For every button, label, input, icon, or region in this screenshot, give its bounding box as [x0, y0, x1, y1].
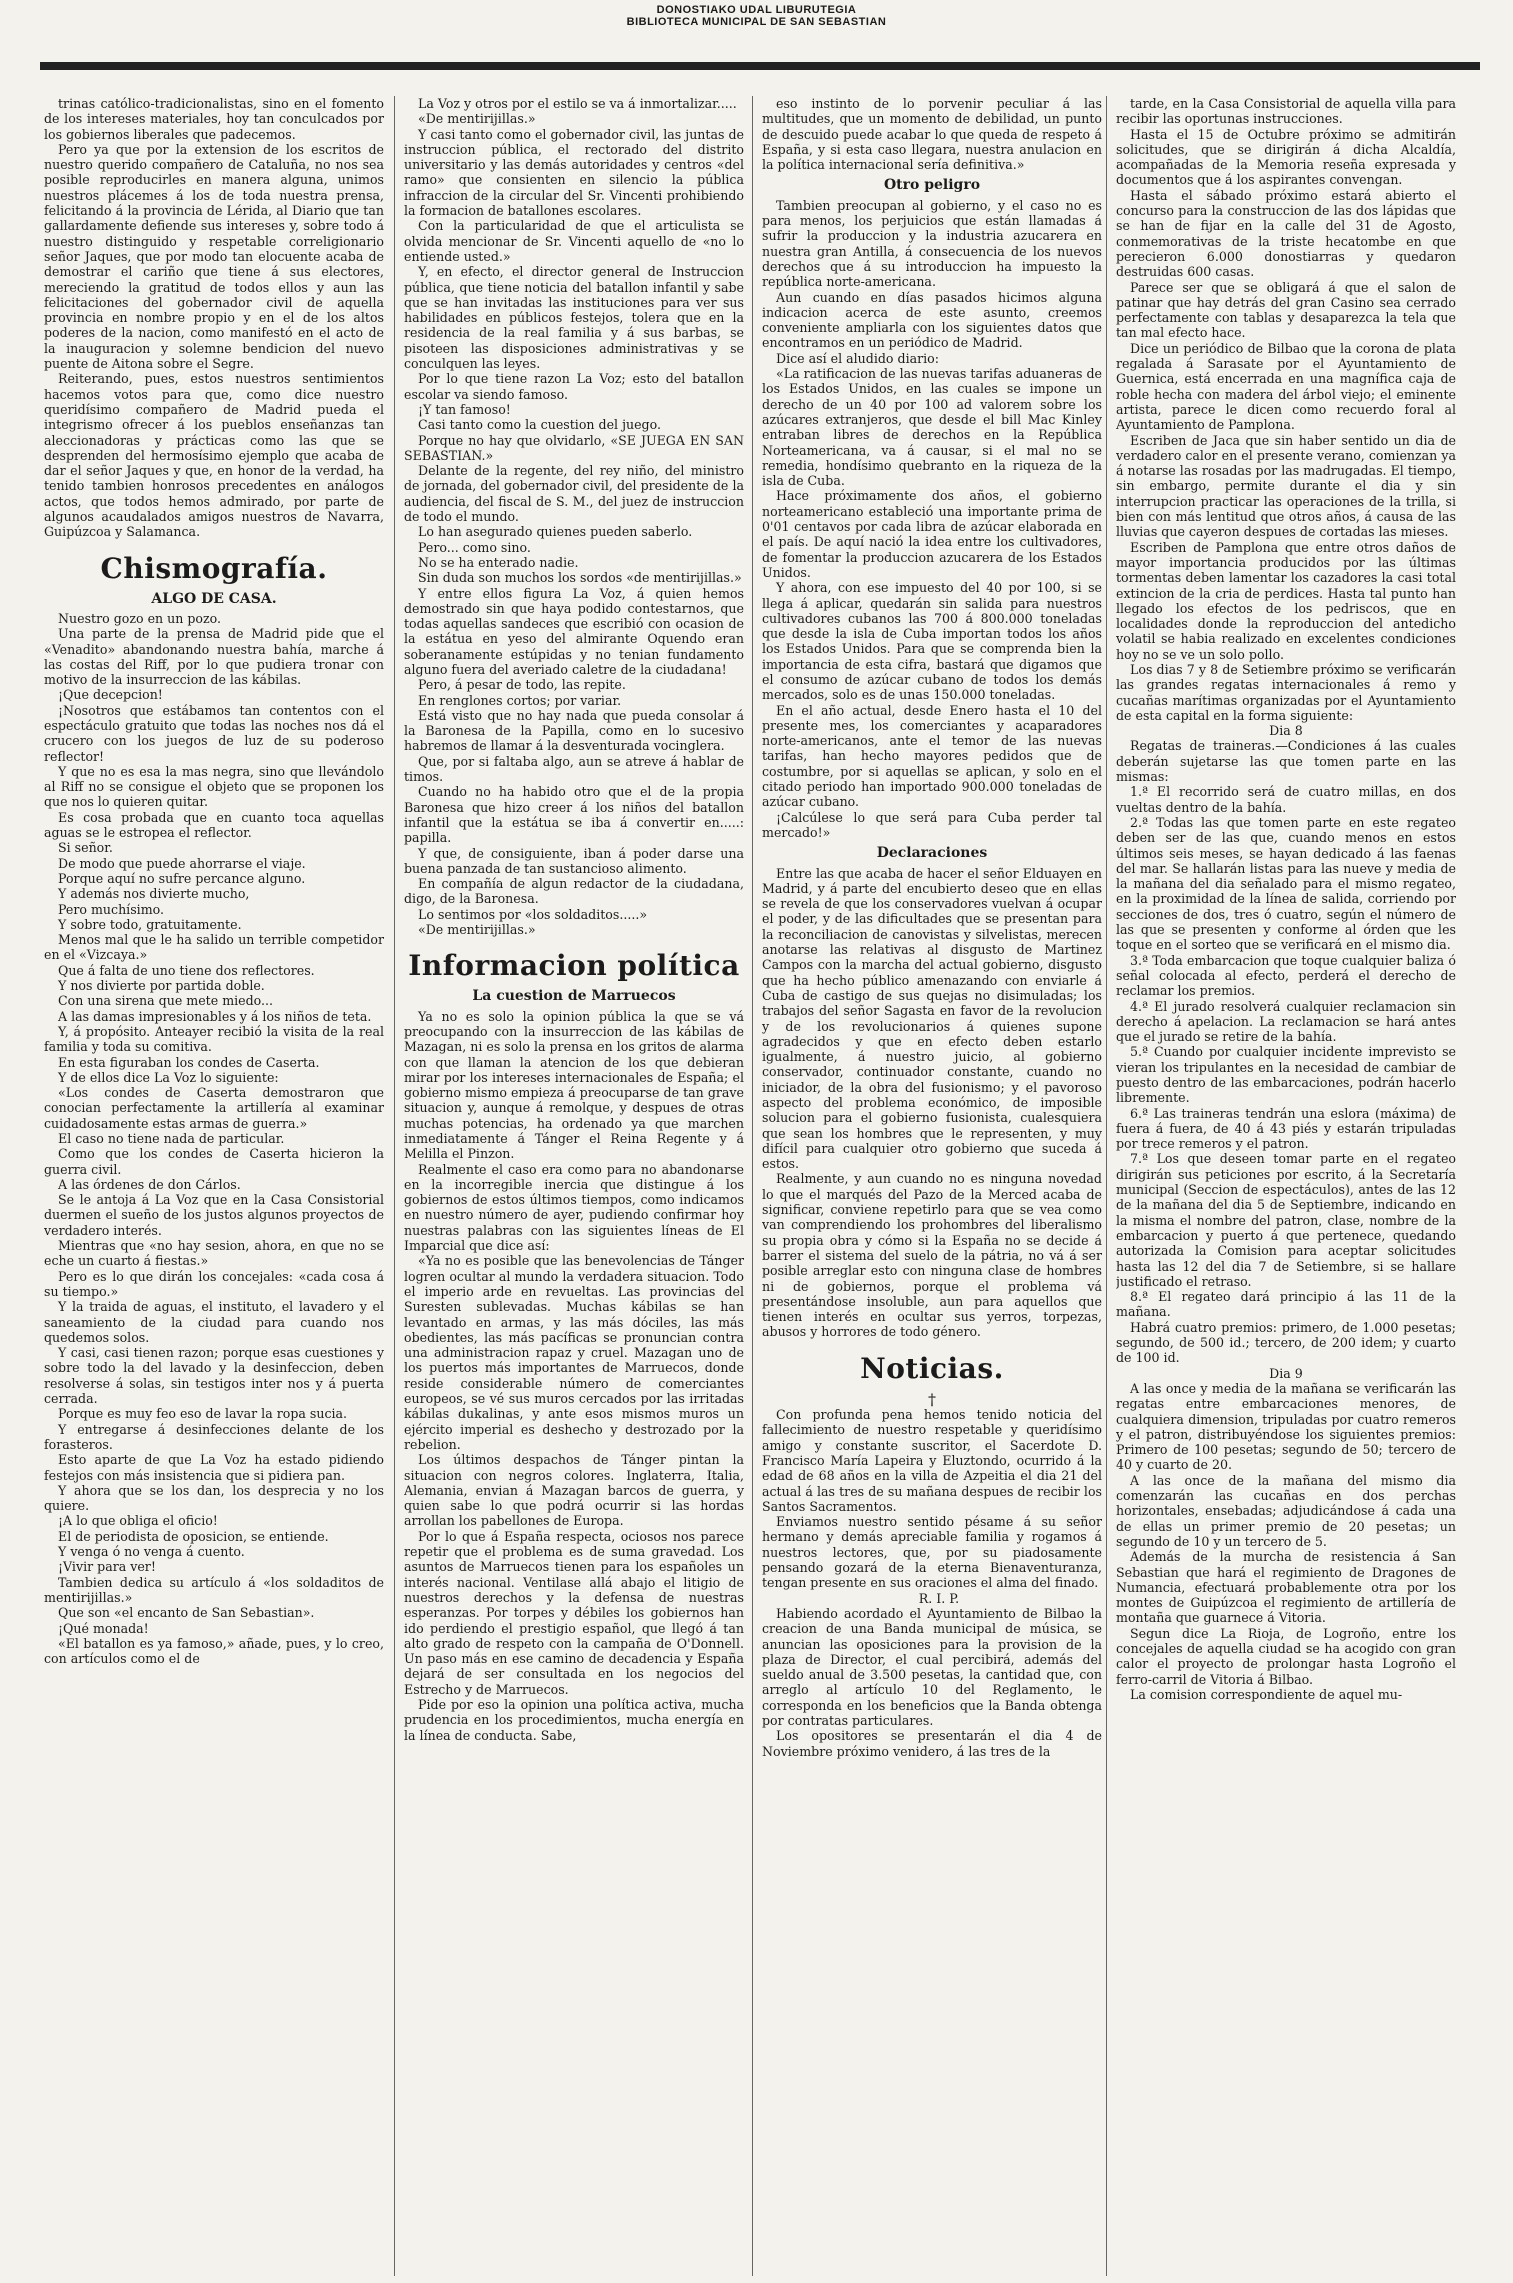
paragraph: Dia 8: [1269, 723, 1303, 739]
paragraph: Menos mal que le ha salido un terrible competidor en el «Vizcaya.»: [44, 932, 384, 963]
paragraph: ¡Y tan famoso!: [418, 401, 511, 417]
paragraph: Y que no es esa la mas negra, sino que llevándolo al Riff no se consigue el objeto que se proponen los que nos lo quieren quitar.: [44, 763, 384, 810]
paragraph: Entre las que acaba de hacer el señor Elduayen en Madrid, y á parte del encubierto deseo que en ellas se revela de que los conservadores vuelvan á ocupar el poder, y de las dificultades que se presentan para la reconciliacion de canovistas y silvelistas, merecen anotarse las relativas al disgusto de Martinez Campos con la marcha del actual gobierno, disgusto que ha hecho público amenazando con enviarle á Cuba de castigo de sus quejas no disimuladas; los trabajos del señor Sagasta en favor de la revolucion y de los revolucionarios á quienes supone agradecidos y que en efecto deben estarlo igualmente, á nuestro juicio, al gobierno conservador, continuador constante, cuando no iniciador, de la obra del fusionismo; y el pavoroso aspecto del problema económico, de imposible solucion para el gobierno fusionista, cualesquiera que sean los hombres que le representen, y muy difícil para cualquier otro gobierno que suceda á estos.: [762, 865, 1102, 1172]
banner-line-2: BIBLIOTECA MUNICIPAL DE SAN SEBASTIAN: [626, 16, 887, 28]
paragraph: En compañía de algun redactor de la ciudadana, digo, de la Baronesa.: [404, 876, 744, 907]
paragraph: Tambien preocupan al gobierno, y el caso no es para menos, los perjuicios que están llamadas á sufrir la produccion y la industria azucarera en nuestra gran Antilla, á consecuencia de los nuevos derechos que á su introduccion ha impuesto la república norte-americana.: [762, 197, 1102, 290]
library-banner: [0, 4, 1513, 28]
paragraph: «La ratificacion de las nuevas tarifas aduaneras de los Estados Unidos, en las cuales se impone un derecho de un 40 por 100 ad valorem sobre los azúcares extranjeros, que desde el bill Mac Kinley entraban libres de derechos en la República Norteamericana, va á causar, si el mal no se remedia, hondísimo quebranto en la riqueza de la isla de Cuba.: [762, 366, 1102, 489]
paragraph: R. I. P.: [918, 1590, 960, 1606]
paragraph: Y casi, casi tienen razon; porque esas cuestiones y sobre todo la del lavado y la desinfeccion, deben resolverse á solas, sin testigos inter nos y á puerta cerrada.: [44, 1345, 384, 1407]
paragraph: «De mentirijillas.»: [418, 111, 536, 127]
column-divider: [1106, 96, 1107, 2276]
paragraph: «Ya no es posible que las benevolencias de Tánger logren ocultar al mundo la verdadera situacion. Todo el imperio arde en revueltas. Las provincias del Suresten sublevadas. Muchas kábilas se han levantado en armas, y las más dóciles, las más obedientes, las más pacíficas se pronuncian contra una administracion rapaz y cruel. Mazagan uno de los puertos más importantes de Marruecos, donde reside considerable número de comerciantes europeos, se vé sus muros cercados por las irritadas kábilas dukalinas, y ante esos mismos muros un ejército imperial es deshecho y destrozado por la rebelion.: [404, 1253, 744, 1452]
paragraph: Porque aquí no sufre percance alguno.: [58, 870, 306, 886]
subheading: La cuestion de Marruecos: [472, 988, 676, 1005]
paragraph: Además de la murcha de resistencia á San Sebastian que hará el regimiento de Dragones de Numancia, efectuará probablemente otra por los montes de Guipúzcoa el regimiento de artillería de montaña que guarnece á Vitoria.: [1116, 1549, 1456, 1626]
paragraph: Pero... como sino.: [418, 539, 531, 555]
paragraph: 4.ª El jurado resolverá cualquier reclamacion sin derecho á apelacion. La reclamacion se hará antes que el jurado se retire de la bahía.: [1116, 998, 1456, 1045]
column-divider: [752, 96, 753, 2276]
paragraph: Pero muchísimo.: [58, 901, 165, 917]
column-1: [44, 96, 384, 2276]
paragraph: Pero, á pesar de todo, las repite.: [418, 677, 626, 693]
paragraph: Que á falta de uno tiene dos reflectores.: [58, 962, 315, 978]
paragraph: ¡Calcúlese lo que será para Cuba perder tal mercado!»: [762, 809, 1102, 840]
paragraph: Pide por eso la opinion una política activa, mucha prudencia en los procedimientos, mucha energía en la línea de conducta. Sabe,: [404, 1696, 744, 1743]
paragraph: Nuestro gozo en un pozo.: [58, 610, 222, 626]
paragraph: Regatas de traineras.—Condiciones á las cuales deberán sujetarse las que tomen parte en las mismas:: [1116, 738, 1456, 785]
paragraph: Por lo que á España respecta, ociosos nos parece repetir que el problema es de suma gravedad. Los asuntos de Marruecos tienen para los españoles un interés nacional. Ventilase allá abajo el litigio de nuestros derechos y la defensa de nuestras esperanzas. Por torpes y débiles los gobiernos han ido perdiendo el prestigio español, que llegó á tan alto grado de respeto con la campaña de O'Donnell. Un paso más en ese camino de decadencia y España dejará de ser consultada en los negocios del Estrecho y de Marruecos.: [404, 1528, 744, 1697]
paragraph: Y entre ellos figura La Voz, á quien hemos demostrado sin que haya podido contestarnos, que todas aquellas sandeces que escribió con ocasion de la estátua en yeso del almirante Oquendo eran soberanamente estúpidas y no tenian fundamento alguno fuera del averiado caletre de la ciudadana!: [404, 585, 744, 677]
paragraph: 6.ª Las traineras tendrán una eslora (máxima) de fuera á fuera, de 40 á 43 piés y estarán tripuladas por trece remeros y el patron.: [1116, 1105, 1456, 1152]
paragraph: ¡Que decepcion!: [58, 687, 163, 703]
paragraph: El de periodista de oposicion, se entiende.: [58, 1528, 329, 1544]
subheading: Otro peligro: [883, 177, 981, 194]
paragraph: Que, por si faltaba algo, aun se atreve á hablar de timos.: [404, 753, 744, 785]
paragraph: trinas católico-tradicionalistas, sino en el fomento de los intereses materiales, hoy tan conculcados por los gobiernos liberales que padecemos.: [44, 96, 384, 142]
paragraph: Habiendo acordado el Ayuntamiento de Bilbao la creacion de una Banda municipal de música, se anuncian las oposiciones para la provision de la plaza de Director, el cual percibirá, además del sueldo anual de 3.500 pesetas, la cantidad que, con arreglo al artículo 10 del Reglamento, le corresponda en los beneficios que la Banda obtenga por contratas particulares.: [762, 1605, 1102, 1728]
paragraph: eso instinto de lo porvenir peculiar á las multitudes, que un momento de debilidad, un punto de descuido puede acabar lo que queda de respeto á España, y si esta caso llegara, nuestra anulacion en la política internacional sería definitiva.»: [762, 96, 1102, 173]
paragraph: Con la particularidad de que el articulista se olvida mencionar de Sr. Vincenti aquello de «no lo entiende usted.»: [404, 218, 744, 264]
paragraph: Tambien dedica su artículo á «los soldaditos de mentirijillas.»: [44, 1574, 384, 1605]
paragraph: Ya no es solo la opinion pública la que se vá preocupando con la insurreccion de las kábilas de Mazagan, ni es solo la prensa en los gritos de alarma con que llaman la atencion de los que debieran mirar por los intereses internacionales de España; el gobierno mismo empieza á preocuparse de tan grave situacion y, aunque á remolque, y despues de otras muchas potencias, ha ordenado ya que marchen inmediatamente á Tánger el Reina Regente y á Melilla el Pinzon.: [404, 1008, 744, 1162]
obituary-cross: †: [928, 1389, 936, 1409]
paragraph: 2.ª Todas las que tomen parte en este regateo deben ser de las que, cuando menos en estos últimos seis meses, se hayan dedicado á las faenas del mar. Se hallarán listas para las nueve y media de la mañana del dia señalado para el mismo regateo, en la proximidad de la línea de salida, corriendo por secciones de dos, tres ó cuatro, según el número de las que se presenten y conforme al órden que les toque en el sorteo que se verificará en el mismo dia.: [1116, 814, 1456, 953]
paragraph: Con una sirena que mete miedo...: [58, 993, 274, 1009]
paragraph: Habrá cuatro premios: primero, de 1.000 pesetas; segundo, de 500 id.; tercero, de 200 idem; y cuarto de 100 id.: [1116, 1319, 1456, 1366]
paragraph: Si señor.: [58, 840, 113, 856]
paragraph: Escriben de Jaca que sin haber sentido un dia de verdadero calor en el presente verano, comienzan ya á notarse las rosadas por las madrugadas. El tiempo, sin embargo, permite durante el dia y sin interrupcion practicar las operaciones de la trilla, si bien con más lentitud que otros años, á causa de las lluvias que cayeron despues de cortadas las mieses.: [1116, 432, 1456, 540]
paragraph: «De mentirijillas.»: [418, 922, 536, 938]
paragraph: La comision correspondiente de aquel mu-: [1130, 1686, 1403, 1702]
paragraph: Como que los condes de Caserta hicieron la guerra civil.: [44, 1146, 384, 1177]
paragraph: En esta figuraban los condes de Caserta.: [58, 1054, 320, 1070]
paragraph: Con profunda pena hemos tenido noticia del fallecimiento de nuestro respetable y queridísimo amigo y constante suscritor, el Sacerdote D. Francisco María Lapeira y Eluztondo, ocurrido á la edad de 68 años en la villa de Azpeitia el dia 21 del actual á las tres de su mañana despues de recibir los Santos Sacramentos.: [762, 1407, 1102, 1514]
paragraph: Por lo que tiene razon La Voz; esto del batallon escolar va siendo famoso.: [404, 371, 744, 402]
paragraph: Cuando no ha habido otro que el de la propia Baronesa que hizo creer á los niños del batallon infantil que la estátua se iba á convertir en.....: papilla.: [404, 784, 744, 846]
paragraph: Es cosa probada que en cuanto toca aquellas aguas se le estropea el reflector.: [44, 809, 384, 841]
paragraph: Los últimos despachos de Tánger pintan la situacion con negros colores. Inglaterra, Italia, Alemania, envian á Mazagan barcos de guerra, y quien sabe lo que podrá ocurrir si las hordas arrollan los pabellones de Europa.: [404, 1452, 744, 1529]
paragraph: Hasta el sábado próximo estará abierto el concurso para la construccion de las dos lápidas que se han de fijar en la calle del 31 de Agosto, conmemorativas de la triste hecatombe en que perecieron 6.000 donostiarras y quedaron destruidas 600 casas.: [1116, 187, 1456, 280]
paragraph: Realmente el caso era como para no abandonarse en la incorregible inercia que distingue á los gobiernos de estos últimos tiempos, como indicamos en nuestro número de ayer, pudiendo confirmar hoy nuestras palabras con las siguientes líneas de El Imparcial que dice así:: [404, 1161, 744, 1254]
paragraph: Escriben de Pamplona que entre otros daños de mayor importancia producidos por las últimas tormentas deben lamentar los cazadores la casi total extincion de la cria de perdices. Hasta tal punto han llegado los efectos de los pedriscos, que en localidades donde la reproduccion del antedicho volatil se habia realizado en excelentes condiciones hoy no se ve un solo pollo.: [1116, 539, 1456, 662]
paragraph: Segun dice La Rioja, de Logroño, entre los concejales de aquella ciudad se ha acogido con gran calor el proyecto de prolongar hasta Logroño el ferro-carril de Vitoria á Bilbao.: [1116, 1625, 1456, 1687]
paragraph: 5.ª Cuando por cualquier incidente imprevisto se vieran los tripulantes en la necesidad de cambiar de puesto dentro de las embarcaciones, podrán hacerlo libremente.: [1116, 1044, 1456, 1106]
paragraph: Y que, de consiguiente, iban á poder darse una buena panzada de tan sustancioso alimento.: [404, 845, 744, 876]
paragraph: Se le antoja á La Voz que en la Casa Consistorial duermen el sueño de los justos algunos proyectos de verdadero interés.: [44, 1192, 384, 1238]
paragraph: Pero ya que por la extension de los escritos de nuestro querido compañero de Cataluña, no nos sea posible reproducirles en manera alguna, unimos nuestros plácemes á los de toda nuestra prensa, felicitando á la provincia de Lérida, al Diario que tan gallardamente defiende sus intereses y, sobre todo á nuestro distinguido y respetable correligionario señor Jaques, que por modo tan elocuente acaba de demostrar el cariño que tiene á sus electores, mereciendo la gratitud de todos ellos y aun las felicitaciones del gobernador civil de aquella provincia en nombre propio y en el de los altos poderes de la nacion, como manifestó en el acto de la inauguracion y solemne bendicion del nuevo puente de Aitona sobre el Segre.: [44, 141, 384, 372]
paragraph: Los dias 7 y 8 de Setiembre próximo se verificarán las grandes regatas internacionales á remo y cucañas marítimas organizadas por el Ayuntamiento de esta capital en la forma siguiente:: [1116, 661, 1456, 723]
paragraph: De modo que puede ahorrarse el viaje.: [58, 855, 306, 871]
paragraph: Sin duda son muchos los sordos «de mentirijillas.»: [418, 570, 742, 586]
paragraph: En el año actual, desde Enero hasta el 10 del presente mes, los comerciantes y acaparadores norte-americanos, ante el temor de las nuevas tarifas, han hecho mayores pedidos que de costumbre, por si aquellas se aplican, y solo en el citado periodo han importado 900.000 toneladas de azúcar cubano.: [762, 702, 1102, 810]
paragraph: Y sobre todo, gratuitamente.: [58, 916, 242, 932]
paragraph: ¡A lo que obliga el oficio!: [58, 1513, 218, 1529]
paragraph: Y casi tanto como el gobernador civil, las juntas de instruccion pública, el rectorado del distrito universitario y las demás autoridades y centros «del ramo» que consienten en silencio la pública infraccion de la circular del Sr. Vincenti prohibiendo la formacion de batallones escolares.: [404, 126, 744, 219]
paragraph: tarde, en la Casa Consistorial de aquella villa para recibir las oportunas instrucciones.: [1116, 96, 1456, 127]
column-2: [404, 96, 744, 2276]
paragraph: Dia 9: [1269, 1365, 1303, 1381]
paragraph: Dice un periódico de Bilbao que la corona de plata regalada á Sarasate por el Ayuntamiento de Guernica, está encerrada en una magnífica caja de roble hecha con madera del árbol viejo; el eminente artista, parece le dicen como recuerdo foral al Ayuntamiento de Pamplona.: [1116, 340, 1456, 433]
paragraph: Y entregarse á desinfecciones delante de los forasteros.: [44, 1421, 384, 1452]
paragraph: Y la traida de aguas, el instituto, el lavadero y el saneamiento de la ciudad para cuando nos quedemos solos.: [44, 1299, 384, 1345]
paragraph: Dice así el aludido diario:: [776, 350, 939, 366]
paragraph: Porque no hay que olvidarlo, «SE JUEGA EN SAN SEBASTIAN.»: [404, 432, 744, 463]
paragraph: A las damas impresionables y á los niños de teta.: [58, 1008, 372, 1024]
column-divider: [394, 96, 395, 2276]
paragraph: Y además nos divierte mucho,: [58, 886, 250, 902]
section-title-noticias: Noticias.: [860, 1351, 1004, 1385]
paragraph: Pero es lo que dirán los concejales: «cada cosa á su tiempo.»: [44, 1268, 384, 1299]
paragraph: El caso no tiene nada de particular.: [58, 1131, 285, 1146]
subheading: ALGO DE CASA.: [151, 590, 277, 607]
paragraph: «El batallon es ya famoso,» añade, pues, y lo creo, con artículos como el de: [44, 1635, 384, 1667]
paragraph: Y, en efecto, el director general de Instruccion pública, que tiene noticia del batallon infantil y sabe que se han invitadas las instituciones para ver sus habilidades en públicos festejos, tolera que en la residencia de la real familia y á sus barbas, se pisoteen las disposiciones administrativas y se conculquen las leyes.: [404, 264, 744, 372]
paragraph: 8.ª El regateo dará principio á las 11 de la mañana.: [1116, 1289, 1456, 1320]
paragraph: Y de ellos dice La Voz lo siguiente:: [58, 1069, 279, 1085]
paragraph: A las órdenes de don Cárlos.: [58, 1176, 241, 1192]
paragraph: A las once de la mañana del mismo dia comenzarán las cucañas en dos perchas horizontales, ensebadas; adjudicándose á cada una de ellas un primer premio de 20 pesetas; un segundo de 10 y un tercero de 5.: [1116, 1472, 1456, 1549]
paragraph: Casi tanto como la cuestion del juego.: [418, 417, 661, 433]
paragraph: Delante de la regente, del rey niño, del ministro de jornada, del gobernador civil, del presidente de la audiencia, del fiscal de S. M., del juez de instruccion de todo el mundo.: [404, 463, 744, 525]
paragraph: Y ahora, con ese impuesto del 40 por 100, si se llega á aplicar, quedarán sin salida para nuestros cultivadores cubanos las 700 á 800.000 toneladas que desde la isla de Cuba importan todos los años los Estados Unidos. Para que se comprenda bien la importancia de esta cifra, bastará que digamos que el consumo de azúcar cubano de todos los demás mercados, solo es de unas 150.000 toneladas.: [762, 580, 1102, 703]
paragraph: Lo sentimos por «los soldaditos.....»: [418, 906, 648, 922]
subheading: Declaraciones: [876, 845, 988, 862]
paragraph: En renglones cortos; por variar.: [418, 692, 622, 708]
paragraph: Y venga ó no venga á cuento.: [58, 1544, 245, 1560]
paragraph: Los opositores se presentarán el dia 4 de Noviembre próximo venidero, á las tres de la: [762, 1728, 1102, 1759]
section-title-chismografia: Chismografía.: [100, 551, 328, 585]
paragraph: Parece ser que se obligará á que el salon de patinar que hay detrás del gran Casino sea cerrado perfectamente con tablas y desaparezca la tela que tan mal efecto hace.: [1116, 279, 1456, 341]
paragraph: ¡Vivir para ver!: [58, 1559, 156, 1575]
paragraph: ¡Nosotros que estábamos tan contentos con el espectáculo gratuito que todas las noches nos dá el crucero con los juegos de luz de su poderoso reflector!: [44, 702, 384, 764]
column-3: [762, 96, 1102, 2276]
paragraph: No se ha enterado nadie.: [418, 554, 579, 570]
banner-line-1: DONOSTIAKO UDAL LIBURUTEGIA: [656, 4, 857, 16]
paragraph: Reiterando, pues, estos nuestros sentimientos hacemos votos para que, como dice nuestro queridísimo compañero de Madrid pueda el integrismo ofrecer á los pueblos enseñanzas tan aleccionadoras y prácticas como las que se desprenden del hermosísimo ejemplo que acaba de dar el señor Jaques y que, en honor de la verdad, ha tenido tambien honrosos precedentes en análogos actos, que todos hemos admirado, por parte de algunos acaudalados amigos nuestros de Navarra, Guipúzcoa y Salamanca.: [44, 371, 384, 540]
paragraph: La Voz y otros por el estilo se va á inmortalizar.....: [418, 96, 737, 111]
paragraph: Mientras que «no hay sesion, ahora, en que no se eche un cuarto á fiestas.»: [44, 1238, 384, 1269]
paragraph: Realmente, y aun cuando no es ninguna novedad lo que el marqués del Pazo de la Merced acaba de significar, conviene repetirlo para que se vea como van comprendiendo los prohombres del liberalismo su propia obra y cómo si la España no se decide á barrer el sistema del suelo de la pátria, no vá á ser posible arreglar esto con ninguna clase de hombres ni de gobiernos, porque el problema vá presentándose insoluble, aun para aquellos que tienen interés en ocultar sus yerros, torpezas, abusos y horrores de todo género.: [762, 1171, 1102, 1340]
paragraph: Hace próximamente dos años, el gobierno norteamericano estableció una importante prima de 0'01 centavos por cada libra de azúcar elaborada en el país. De aquí nació la idea entre los cultivadores, de fomentar la produccion azucarera de los Estados Unidos.: [762, 488, 1102, 580]
paragraph: Y ahora que se los dan, los desprecia y no los quiere.: [44, 1482, 384, 1514]
paragraph: ¡Qué monada!: [58, 1620, 149, 1636]
paragraph: Una parte de la prensa de Madrid pide que el «Venadito» abandonando nuestra bahía, marche á las costas del Riff, por lo que pudiera tronar con motivo de la insurreccion de las kábilas.: [44, 626, 384, 688]
paragraph: Lo han asegurado quienes pueden saberlo.: [418, 524, 693, 540]
paragraph: Que son «el encanto de San Sebastian».: [58, 1605, 315, 1621]
paragraph: Y nos divierte por partida doble.: [58, 978, 265, 994]
paragraph: Hasta el 15 de Octubre próximo se admitirán solicitudes, que se dirigirán á dicha Alcaldía, acompañadas de la Memoria reseña expresada y documentos que á los aspirantes convengan.: [1116, 126, 1456, 188]
paragraph: 3.ª Toda embarcacion que toque cualquier baliza ó señal colocada al efecto, perderá el derecho de reclamar los premios.: [1116, 952, 1456, 999]
masthead-rule: [40, 62, 1480, 70]
paragraph: A las once y media de la mañana se verificarán las regatas entre embarcaciones menores, de cualquiera dimension, tripuladas por cuatro remeros y el patron, distribuyéndose los siguientes premios: Primero de 100 pesetas; segundo de 50; tercero de 40 y cuarto de 20.: [1116, 1380, 1456, 1473]
paragraph: «Los condes de Caserta demostraron que conocian perfectamente la artillería al examinar cuidadosamente estas armas de guerra.»: [44, 1085, 384, 1131]
column-4: [1116, 96, 1456, 2276]
paragraph: Enviamos nuestro sentido pésame á su señor hermano y demás apreciable familia y rogamos á nuestros lectores, que, por su piadosamente pensando gozará de la eterna Bienaventuranza, tengan presente en sus oraciones el alma del finado.: [762, 1514, 1102, 1591]
paragraph: 1.ª El recorrido será de cuatro millas, en dos vueltas dentro de la bahía.: [1116, 784, 1456, 815]
section-title-informacion-politica: Informacion política: [408, 949, 740, 983]
paragraph: Está visto que no hay nada que pueda consolar á la Baronesa de la Papilla, como en lo sucesivo habremos de llamar á la desventurada vocinglera.: [404, 707, 744, 754]
paragraph: Porque es muy feo eso de lavar la ropa sucia.: [58, 1406, 348, 1422]
paragraph: Esto aparte de que La Voz ha estado pidiendo festejos con más insistencia que si pidiera pan.: [44, 1452, 384, 1483]
paragraph: Aun cuando en días pasados hicimos alguna indicacion acerca de este asunto, creemos conveniente ampliarla con los siguientes datos que encontramos en un periódico de Madrid.: [762, 289, 1102, 351]
paragraph: 7.ª Los que deseen tomar parte en el regateo dirigirán sus peticiones por escrito, á la Secretaría municipal (Seccion de espectáculos), antes de las 12 de la mañana del dia 5 de Septiembre, indicando en la misma el nombre del patron, clase, nombre de la embarcacion y puerto á que pertenece, quedando autorizada la Comision para aceptar solicitudes hasta las 12 del dia 7 de Setiembre, si se hallare justificado el retraso.: [1116, 1151, 1456, 1289]
paragraph: Y, á propósito. Anteayer recibió la visita de la real familia y toda su comitiva.: [44, 1023, 384, 1055]
